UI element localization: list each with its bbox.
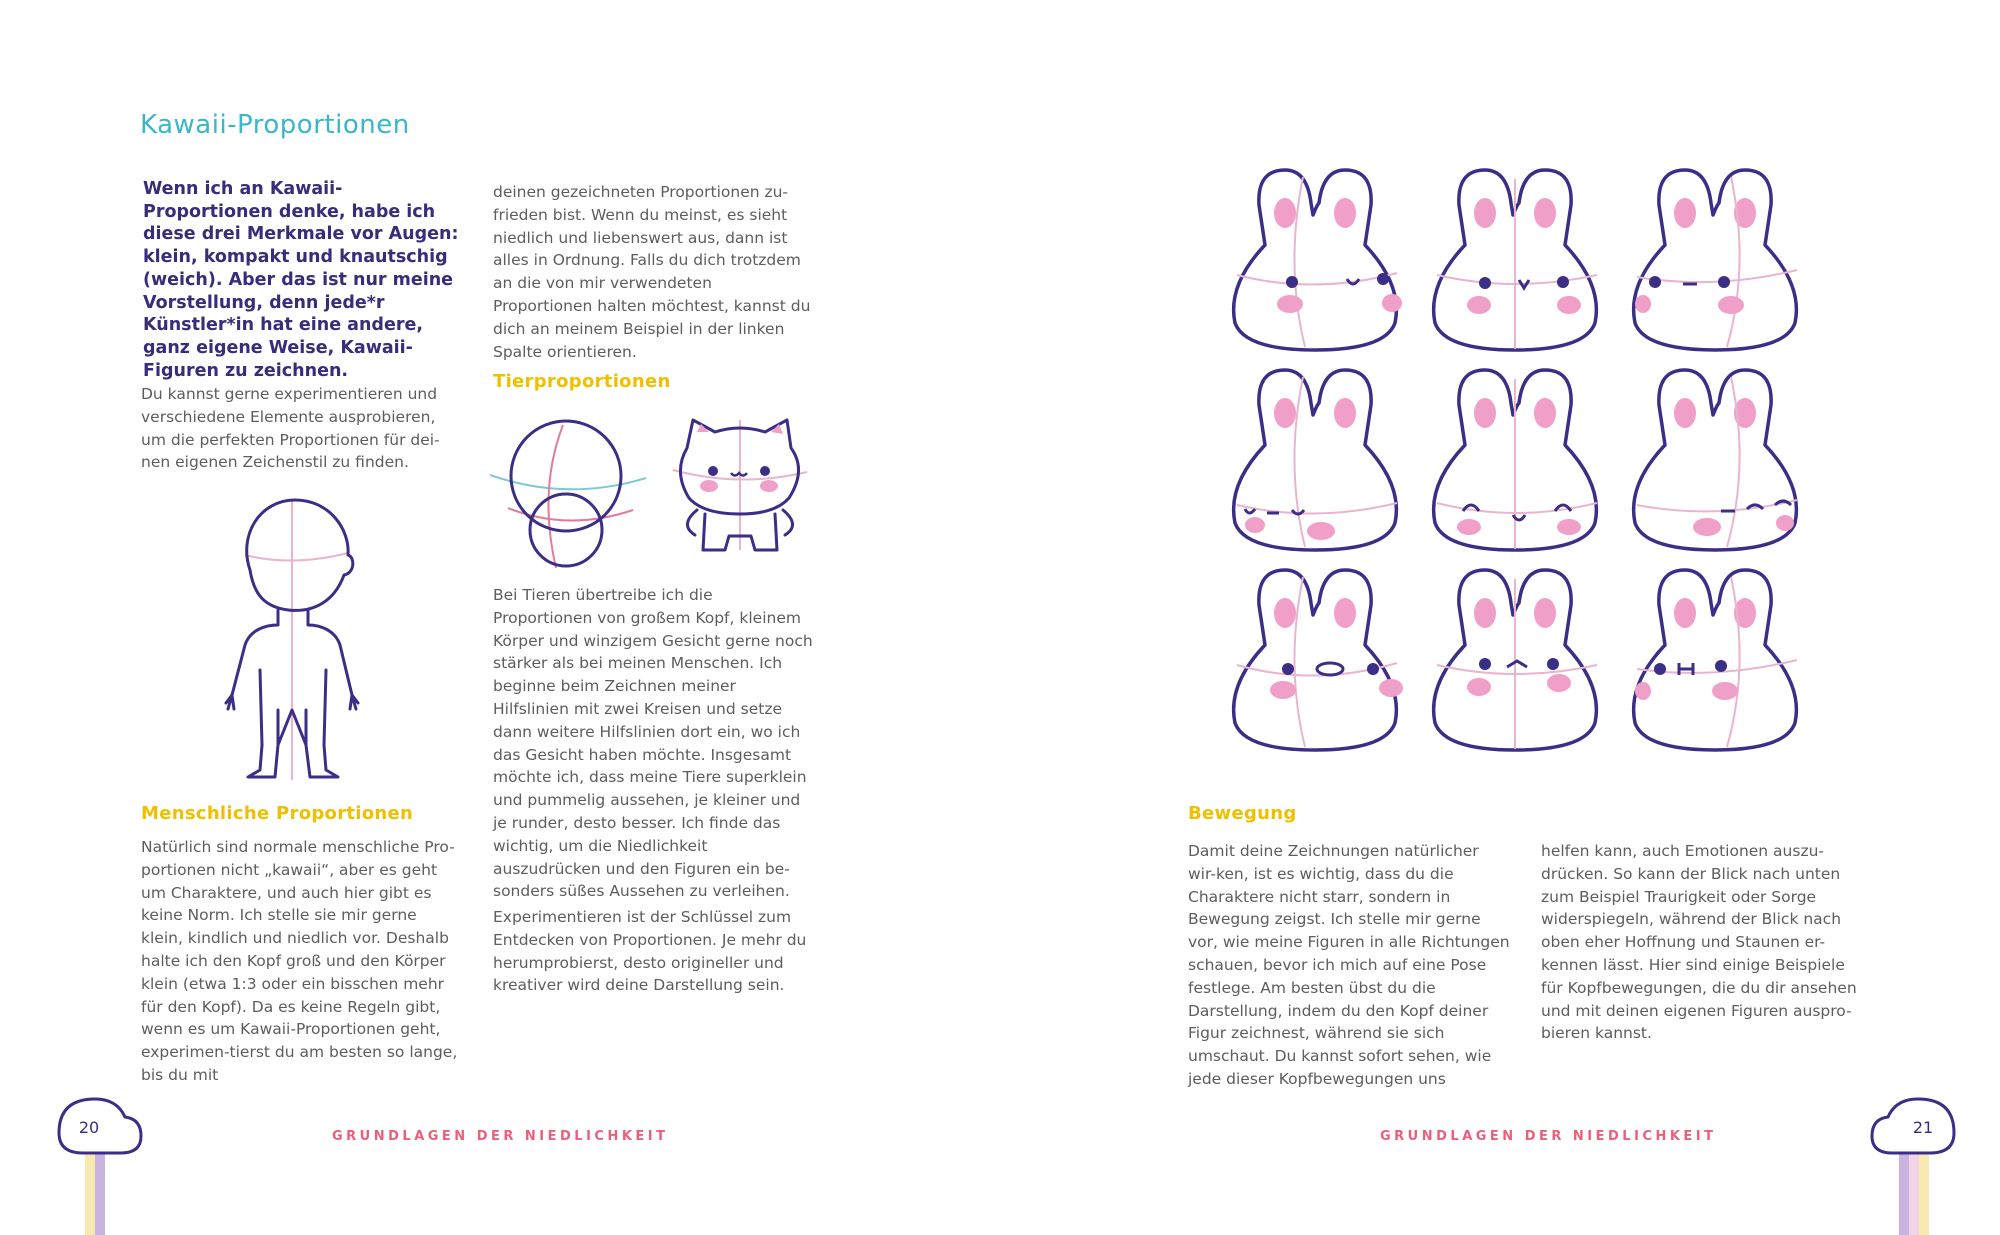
page-title: Kawaii-Proportionen (140, 110, 410, 140)
bunny-head (1634, 370, 1797, 550)
bunny-grid (1225, 160, 1825, 750)
bunny-head (1434, 370, 1597, 550)
bunny-head (1434, 170, 1597, 350)
animal-heading: Tierproportionen (493, 371, 671, 392)
bunny-head (1634, 170, 1797, 350)
bunny-head (1234, 570, 1403, 750)
lead-paragraph: Wenn ich an Kawaii-Proportionen denke, habe ich diese drei Merkmale vor Augen: klein, kompakt und knautschig (weich). Aber das ist nur meine Vorstellung, denn jede*r Künstler*in hat eine andere, ganz eigene Weise, Kawaii-Figuren zu zeichnen. (143, 179, 459, 381)
page-number-right: 21 (1912, 1118, 1934, 1137)
intro-paragraph: Du kannst gerne experimentieren und verschiedene Elemente ausprobieren, um die perfekten Proportionen für dei-nen eigenen Zeichenstil zu finden. (141, 385, 440, 472)
column2-top-paragraph: deinen gezeichneten Proportionen zu-frieden bist. Wenn du meinst, es sieht niedlich und liebenswert aus, dann ist alles in Ordnung. Falls du dich trotzdem an die von mir verwendeten Proportionen halten möchtest, kannst du dich an meinem Beispiel in der linken Spalte orientieren. (493, 183, 811, 361)
footer-left: GRUNDLAGEN DER NIEDLICHKEIT (332, 1129, 669, 1144)
bunny-head (1234, 370, 1397, 550)
cat-figure (665, 410, 815, 560)
animal-paragraph: Bei Tieren übertreibe ich die Proportionen von großem Kopf, kleinem Körper und winzigem Gesicht gerne noch stärker als bei meinen Menschen. Ich beginne beim Zeichnen meiner Hilfslinien mit zwei Kreisen und setze dann weitere Hilfslinien dort ein, wo ich das Gesicht haben möchte. Insgesamt möchte ich, dass meine Tiere superklein und pummelig aussehen, je kleiner und je runder, desto besser. Ich finde das wichtig, um die Niedlichkeit auszudrücken und den Figuren ein be-sonders süßes Aussehen zu verleihen. (493, 586, 813, 901)
circle-guides (488, 420, 648, 570)
bunny-head (1634, 570, 1797, 750)
experiment-paragraph: Experimentieren ist der Schlüssel zum Entdecken von Proportionen. Je mehr du herumprobierst, desto origineller und kreativer wird deine Darstellung sein. (493, 908, 807, 995)
movement-heading: Bewegung (1188, 803, 1297, 824)
bunny-head (1234, 170, 1402, 350)
movement-column2: helfen kann, auch Emotionen auszu-drücken. So kann der Blick nach unten zum Beispiel Traurigkeit oder Sorge widerspiegeln, während der Blick nach oben eher Hoffnung und Staunen er-kennen lässt. Hier sind einige Beispiele für Kopfbewegungen, die du dir ansehen und mit deinen eigenen Figuren auspro-bieren kannst. (1541, 842, 1857, 1043)
rainbow-stripe (85, 1150, 115, 1235)
chibi-figure (220, 495, 370, 785)
page-number-left: 20 (78, 1118, 100, 1137)
bunny-head (1434, 570, 1597, 750)
footer-right: GRUNDLAGEN DER NIEDLICHKEIT (1380, 1129, 1717, 1144)
human-paragraph: Natürlich sind normale menschliche Pro-portionen nicht „kawaii“, aber es geht um Charaktere, und auch hier gibt es keine Norm. Ich stelle sie mir gerne klein, kindlich und niedlich vor. Deshalb halte ich den Kopf groß und den Körper klein (etwa 1:3 oder ein bisschen mehr für den Kopf). Da es keine Regeln gibt, wenn es um Kawaii-Proportionen geht, experimen-tierst du am besten so lange, bis du mit (141, 838, 458, 1084)
movement-column1: Damit deine Zeichnungen natürlicher wir-ken, ist es wichtig, dass du die Charaktere nicht starr, sondern in Bewegung zeigst. Ich stelle mir gerne vor, wie meine Figuren in alle Richtungen schauen, bevor ich mich auf eine Pose festlege. Am besten übst du die Darstellung, indem du den Kopf deiner Figur zeichnest, während sie sich umschaut. Du kannst sofort sehen, wie jede dieser Kopfbewegungen uns (1188, 842, 1510, 1088)
human-heading: Menschliche Proportionen (141, 803, 414, 824)
rainbow-stripe (1899, 1150, 1929, 1235)
